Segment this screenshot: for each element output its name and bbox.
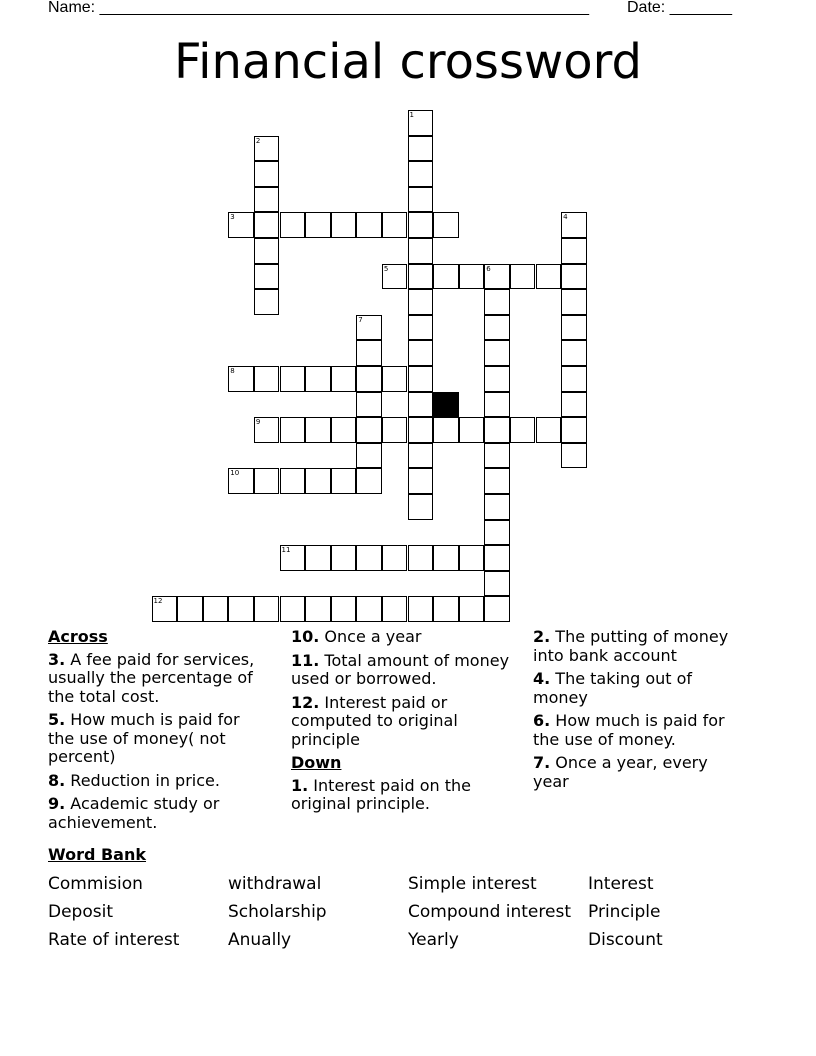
grid-cell[interactable]	[177, 596, 203, 622]
clue-item	[533, 754, 748, 791]
grid-cell[interactable]	[254, 136, 280, 162]
clue-text: Once a year, every year	[533, 753, 708, 791]
grid-cell[interactable]	[408, 596, 434, 622]
clue-number: 11	[281, 546, 291, 555]
grid-cell[interactable]	[484, 366, 510, 392]
clue-number-label: 7.	[533, 753, 551, 772]
clue-text: Academic study or achievement.	[48, 794, 220, 832]
grid-cell[interactable]	[484, 340, 510, 366]
grid-cell[interactable]	[484, 596, 510, 622]
grid-cell[interactable]	[408, 340, 434, 366]
clue-item	[291, 652, 519, 689]
grid-cell[interactable]	[408, 468, 434, 494]
grid-cell[interactable]	[382, 366, 408, 392]
grid-cell[interactable]	[408, 494, 434, 520]
word-bank-title: Word Bank	[48, 845, 147, 864]
grid-cell[interactable]	[356, 545, 382, 571]
grid-cell[interactable]	[331, 417, 357, 443]
grid-cell[interactable]	[561, 264, 587, 290]
grid-cell[interactable]	[484, 289, 510, 315]
grid-cell[interactable]	[408, 161, 434, 187]
grid-cell[interactable]	[356, 417, 382, 443]
word-bank-item: Principle	[588, 902, 661, 922]
grid-cell[interactable]	[254, 468, 280, 494]
grid-cell[interactable]	[408, 366, 434, 392]
word-bank-item: withdrawal	[228, 874, 322, 894]
grid-cell[interactable]	[280, 212, 306, 238]
grid-cell[interactable]	[331, 212, 357, 238]
clue-number: 10	[230, 469, 240, 478]
grid-cell[interactable]	[433, 545, 459, 571]
grid-cell[interactable]	[561, 238, 587, 264]
grid-cell[interactable]	[484, 571, 510, 597]
grid-cell[interactable]	[408, 238, 434, 264]
grid-cell[interactable]	[305, 596, 331, 622]
grid-cell[interactable]	[408, 392, 434, 418]
grid-cell[interactable]	[356, 392, 382, 418]
clue-text: Once a year	[319, 627, 422, 646]
clue-text: Reduction in price.	[65, 770, 220, 790]
grid-cell[interactable]	[356, 340, 382, 366]
grid-cell[interactable]	[536, 264, 562, 290]
clue-number: 4	[563, 213, 568, 222]
clue-item	[48, 711, 270, 767]
grid-cell[interactable]	[561, 366, 587, 392]
clue-number: 2	[255, 136, 261, 145]
grid-cell[interactable]	[433, 264, 459, 290]
grid-cell[interactable]	[254, 264, 280, 290]
grid-cell[interactable]	[561, 340, 587, 366]
clue-text: Interest paid on the original principle.	[291, 775, 471, 813]
grid-cell[interactable]	[484, 264, 510, 290]
clues-column-2	[291, 628, 519, 819]
clue-number-label: 9.	[48, 794, 66, 813]
grid-cell[interactable]	[433, 596, 459, 622]
clue-item	[48, 772, 270, 791]
clue-item	[291, 777, 519, 814]
grid-cell[interactable]	[484, 520, 510, 546]
grid-cell[interactable]	[305, 545, 331, 571]
black-cell	[433, 392, 459, 418]
grid-cell[interactable]	[459, 417, 485, 443]
clue-number-label: 2.	[533, 627, 551, 646]
word-bank-item: Simple interest	[408, 874, 537, 894]
grid-cell[interactable]	[305, 366, 331, 392]
clue-number: 9	[255, 418, 261, 427]
clue-text: The putting of money into bank account	[533, 627, 729, 665]
grid-cell[interactable]	[280, 366, 306, 392]
grid-cell[interactable]	[484, 315, 510, 341]
clue-number-label: 1.	[291, 775, 309, 795]
grid-cell[interactable]	[561, 315, 587, 341]
clue-number-label: 3.	[48, 649, 66, 669]
grid-cell[interactable]	[254, 289, 280, 315]
grid-cell[interactable]	[510, 264, 536, 290]
grid-cell[interactable]	[408, 417, 434, 443]
grid-cell[interactable]	[331, 366, 357, 392]
clue-text: Interest paid or computed to original principle	[291, 692, 458, 749]
grid-cell[interactable]	[408, 289, 434, 315]
grid-cell[interactable]	[561, 212, 587, 238]
grid-cell[interactable]	[484, 443, 510, 469]
clue-number: 7	[358, 315, 363, 324]
clue-item	[533, 628, 748, 665]
grid-cell[interactable]	[254, 187, 280, 213]
word-bank-item: Compound interest	[408, 902, 571, 922]
grid-cell[interactable]	[203, 596, 229, 622]
grid-cell[interactable]	[484, 545, 510, 571]
grid-cell[interactable]	[408, 110, 434, 136]
grid-cell[interactable]	[382, 545, 408, 571]
clue-item	[48, 651, 270, 707]
grid-cell[interactable]	[280, 468, 306, 494]
grid-cell[interactable]	[305, 468, 331, 494]
grid-cell[interactable]	[254, 366, 280, 392]
grid-cell[interactable]	[561, 289, 587, 315]
grid-cell[interactable]	[228, 596, 254, 622]
grid-cell[interactable]	[561, 443, 587, 469]
clue-number: 8	[230, 367, 235, 375]
clue-number-label: 5.	[48, 710, 66, 729]
clue-number: 5	[383, 264, 389, 273]
grid-cell[interactable]	[280, 596, 306, 622]
grid-cell[interactable]	[382, 417, 408, 443]
grid-cell[interactable]	[561, 392, 587, 418]
word-bank-item: Discount	[588, 930, 663, 950]
grid-cell[interactable]	[254, 161, 280, 187]
across-heading: Across	[48, 627, 108, 646]
grid-cell[interactable]	[356, 468, 382, 494]
down-heading: Down	[291, 753, 342, 772]
grid-cell[interactable]	[459, 264, 485, 290]
grid-cell[interactable]	[228, 212, 254, 238]
grid-cell[interactable]	[228, 366, 254, 392]
grid-cell[interactable]	[254, 212, 280, 238]
grid-cell[interactable]	[433, 212, 459, 238]
grid-cell[interactable]	[459, 545, 485, 571]
grid-cell[interactable]	[459, 596, 485, 622]
grid-cell[interactable]	[408, 136, 434, 162]
grid-cell[interactable]	[254, 238, 280, 264]
clue-number-label: 12.	[291, 692, 320, 712]
word-bank-item: Interest	[588, 874, 654, 894]
grid-cell[interactable]	[356, 212, 382, 238]
grid-cell[interactable]	[331, 596, 357, 622]
grid-cell[interactable]	[331, 545, 357, 571]
grid-cell[interactable]	[484, 392, 510, 418]
grid-cell[interactable]	[254, 596, 280, 622]
grid-cell[interactable]	[331, 468, 357, 494]
grid-cell[interactable]	[408, 187, 434, 213]
grid-cell[interactable]	[484, 417, 510, 443]
grid-cell[interactable]	[484, 468, 510, 494]
clue-number: 3	[230, 213, 235, 222]
word-bank-item: Rate of interest	[48, 930, 180, 950]
grid-cell[interactable]	[305, 417, 331, 443]
clue-number: 12	[153, 597, 163, 606]
grid-cell[interactable]	[305, 212, 331, 238]
clue-text: A fee paid for services, usually the percentage of the total cost.	[48, 649, 255, 706]
grid-cell[interactable]	[561, 417, 587, 443]
grid-cell[interactable]	[356, 443, 382, 469]
grid-cell[interactable]	[408, 264, 434, 290]
grid-cell[interactable]	[228, 468, 254, 494]
clue-text: The taking out of money	[533, 669, 693, 707]
clue-text: Total amount of money used or borrowed.	[291, 650, 510, 688]
word-bank-item: Anually	[228, 930, 292, 950]
grid-cell[interactable]	[536, 417, 562, 443]
date-field[interactable]: Date: _______	[627, 0, 732, 16]
clue-item	[48, 795, 270, 832]
grid-cell[interactable]	[280, 417, 306, 443]
name-field[interactable]: Name: _______________________________________________________	[48, 0, 589, 16]
grid-cell[interactable]	[356, 596, 382, 622]
word-bank-item: Deposit	[48, 902, 113, 922]
clue-item	[291, 694, 519, 750]
grid-cell[interactable]	[254, 417, 280, 443]
clue-number: 6	[486, 264, 491, 273]
grid-cell[interactable]	[408, 212, 434, 238]
word-bank-item: Yearly	[408, 930, 459, 950]
grid-cell[interactable]	[356, 315, 382, 341]
clue-number-label: 6.	[533, 711, 551, 730]
clue-number: 1	[409, 111, 414, 119]
grid-cell[interactable]	[382, 212, 408, 238]
clue-item	[291, 628, 519, 647]
clue-text: How much is paid for the use of money( not percent)	[48, 710, 240, 766]
clue-text: How much is paid for the use of money.	[533, 711, 725, 749]
grid-cell[interactable]	[280, 545, 306, 571]
clue-number-label: 10.	[291, 627, 320, 646]
clues-column-3	[533, 628, 748, 796]
clues-column-1	[48, 628, 270, 837]
grid-cell[interactable]	[408, 315, 434, 341]
clue-number-label: 11.	[291, 650, 320, 670]
grid-cell[interactable]	[382, 596, 408, 622]
clue-item	[533, 712, 748, 749]
clue-number-label: 8.	[48, 770, 66, 790]
grid-cell[interactable]	[152, 596, 178, 622]
grid-cell[interactable]	[484, 494, 510, 520]
grid-cell[interactable]	[433, 417, 459, 443]
clue-item	[533, 670, 748, 707]
grid-cell[interactable]	[510, 417, 536, 443]
word-bank-item: Commision	[48, 874, 143, 894]
grid-cell[interactable]	[408, 443, 434, 469]
grid-cell[interactable]	[408, 545, 434, 571]
grid-cell[interactable]	[382, 264, 408, 290]
word-bank-item: Scholarship	[228, 902, 327, 922]
grid-cell[interactable]	[356, 366, 382, 392]
page-title: Financial crossword	[174, 34, 642, 90]
clue-number-label: 4.	[533, 669, 551, 688]
